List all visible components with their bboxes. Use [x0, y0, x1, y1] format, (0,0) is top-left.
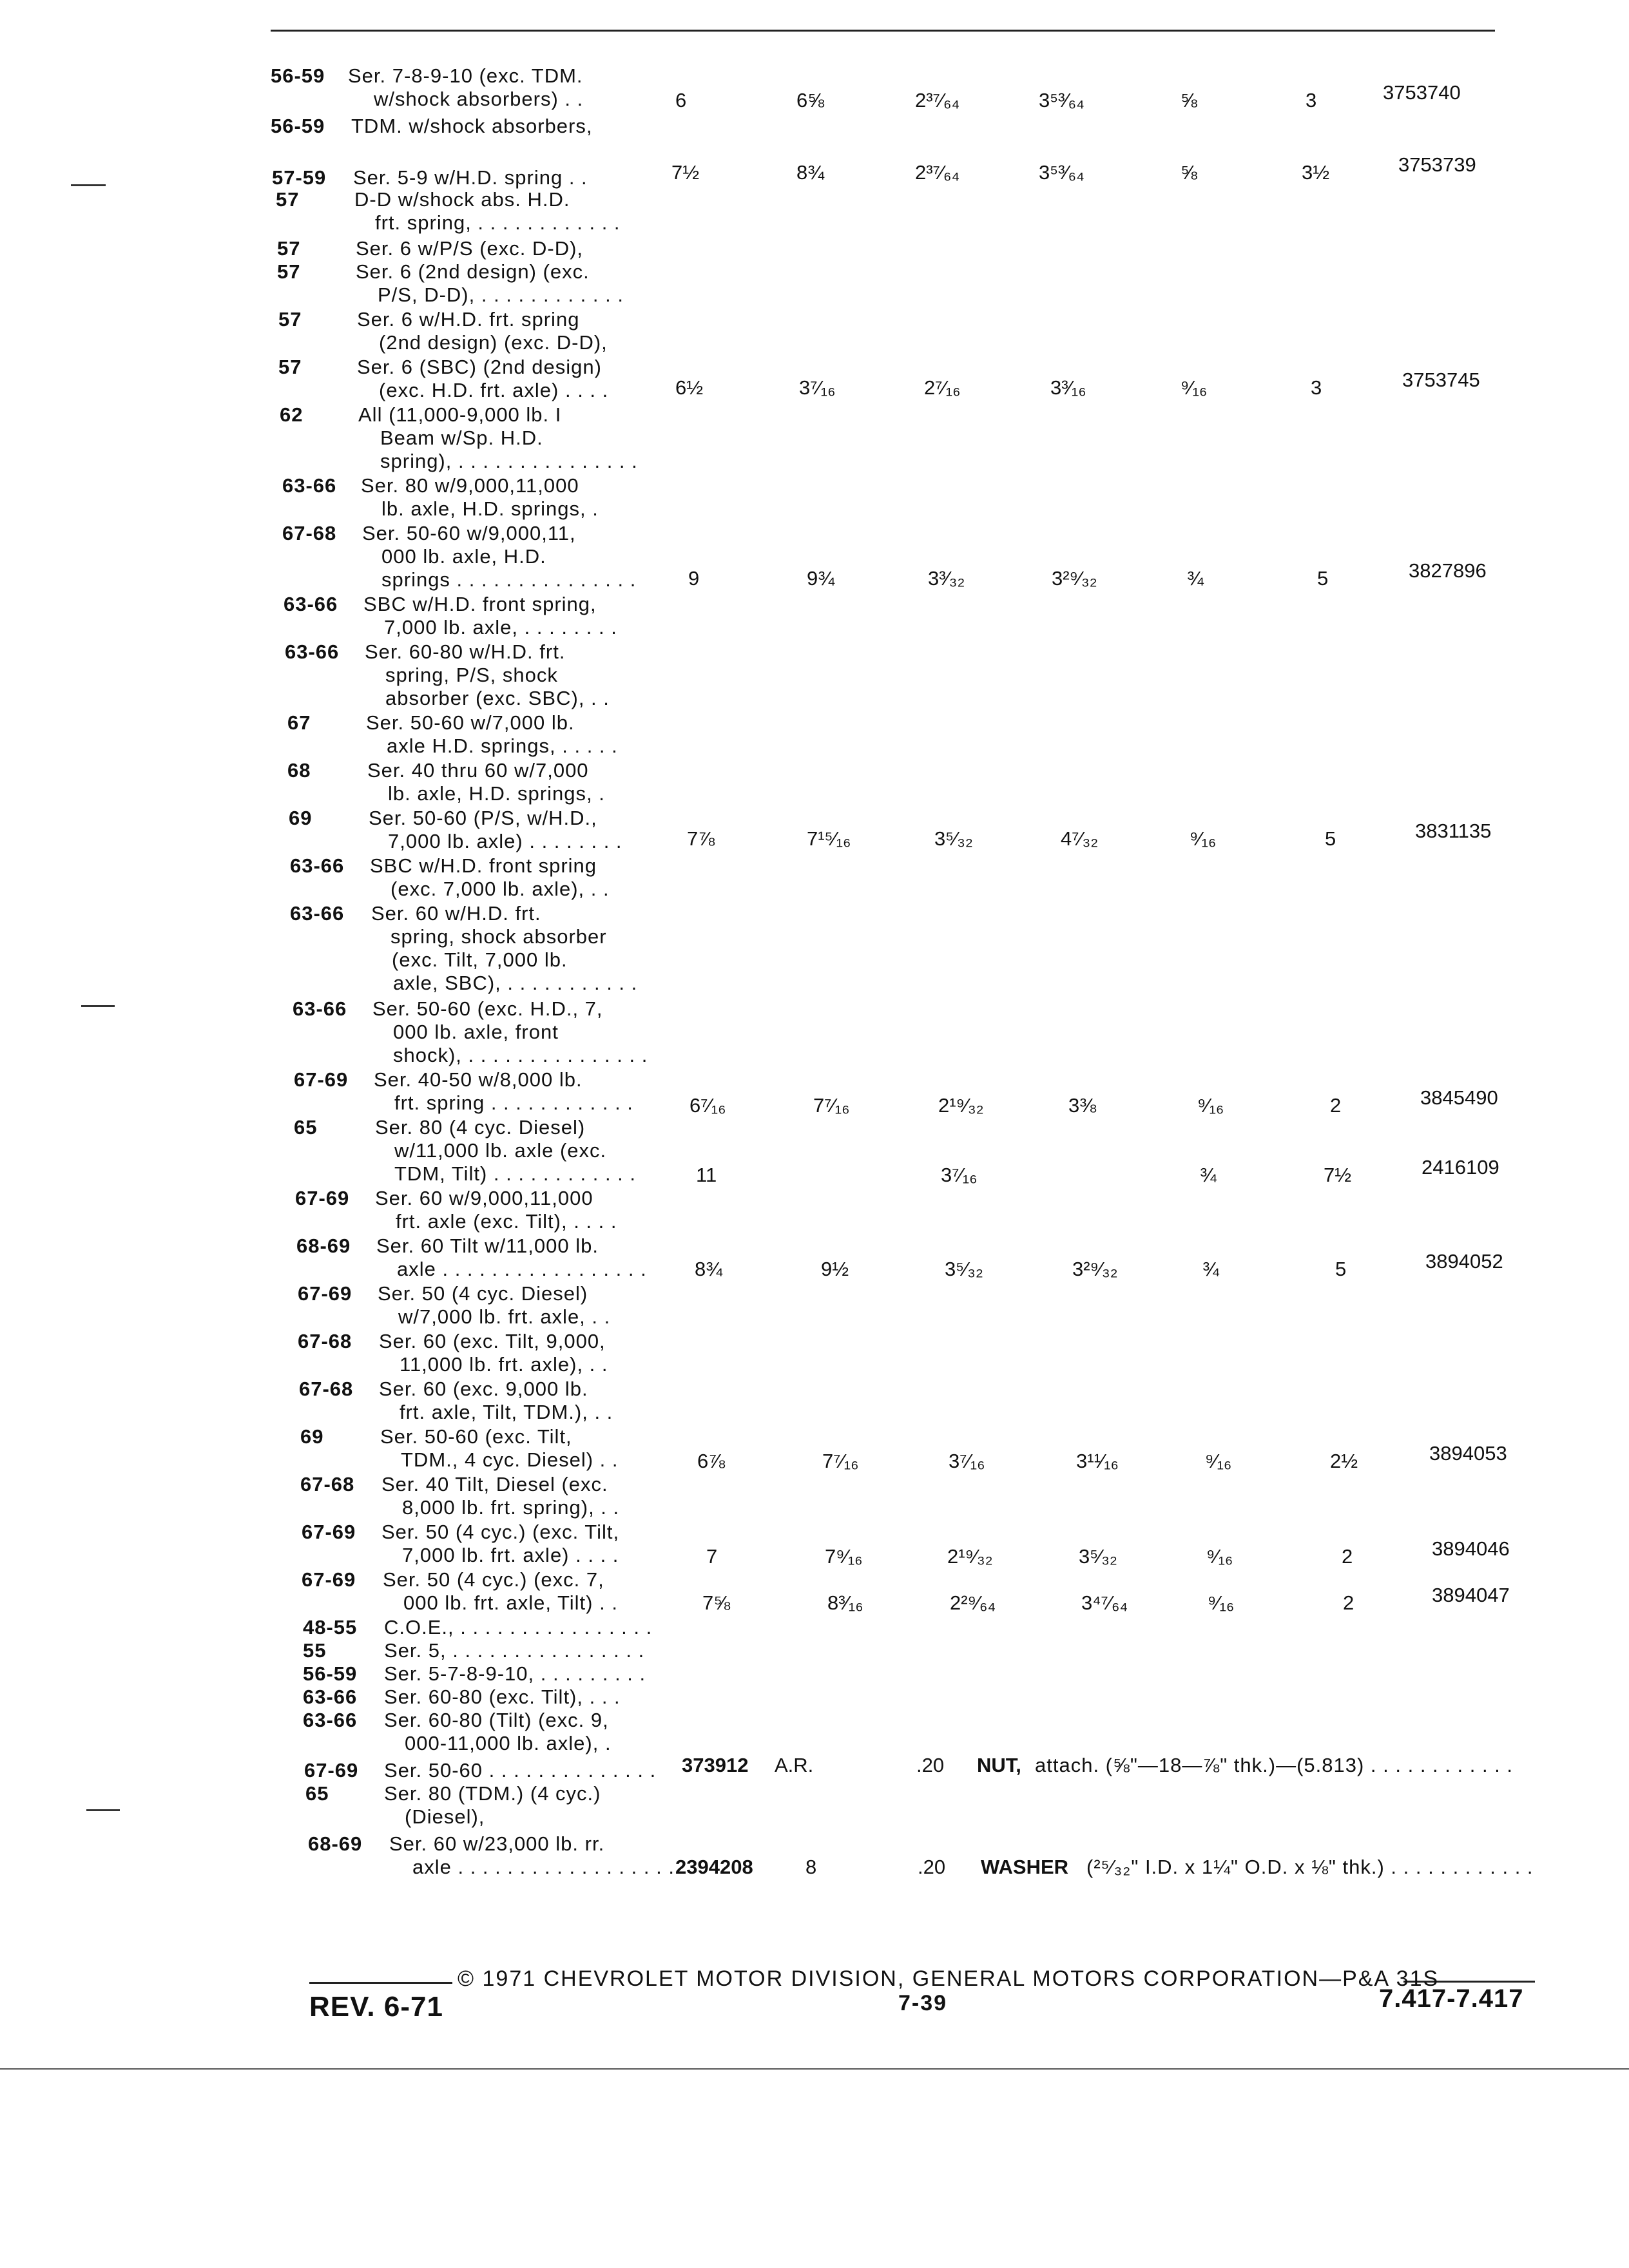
year-range: 67-68: [299, 1378, 354, 1400]
dim-f-cell: 2: [1343, 1591, 1354, 1614]
dim-e-cell: ⁹⁄₁₆: [1205, 1450, 1232, 1472]
year-range: 57: [277, 260, 301, 283]
application-description: (2nd design) (exc. D-D),: [379, 331, 608, 354]
application-description: Ser. 5, . . . . . . . . . . . . . . . .: [384, 1639, 645, 1662]
application-description: w/shock absorbers) . .: [374, 88, 584, 110]
part-number-cell: 3845490: [1420, 1086, 1498, 1109]
quantity-cell: A.R.: [775, 1754, 814, 1776]
dim-c-cell: 2⁷⁄₁₆: [924, 376, 961, 399]
year-range: 56-59: [271, 64, 325, 87]
application-description: Ser. 60 Tilt w/11,000 lb.: [376, 1235, 599, 1257]
application-description: axle H.D. springs, . . . . .: [387, 735, 618, 757]
application-description: SBC w/H.D. front spring: [370, 854, 597, 877]
application-description: 8,000 lb. frt. spring), . .: [402, 1496, 620, 1519]
part-number-cell: 3831135: [1415, 820, 1492, 842]
dim-f-cell: 2½: [1330, 1450, 1358, 1472]
part-number-cell: 3894047: [1432, 1584, 1510, 1606]
dim-c-cell: 2¹⁹⁄₃₂: [947, 1545, 993, 1568]
year-range: 63-66: [290, 854, 345, 877]
dim-a-cell: 8¾: [695, 1258, 723, 1280]
application-description: absorber (exc. SBC), . .: [385, 687, 610, 709]
year-range: 63-66: [284, 593, 338, 615]
year-range: 67-69: [294, 1068, 349, 1091]
price-cell: .20: [916, 1754, 945, 1776]
dim-d-cell: 4⁷⁄₃₂: [1061, 827, 1099, 850]
dim-b-cell: 3⁷⁄₁₆: [941, 1164, 978, 1186]
application-description: (exc. Tilt, 7,000 lb.: [392, 948, 568, 971]
application-description: Ser. 40 Tilt, Diesel (exc.: [381, 1473, 608, 1495]
application-description: lb. axle, H.D. springs, .: [381, 497, 599, 520]
dim-b-cell: 8³⁄₁₆: [827, 1591, 863, 1614]
dim-d-cell: 3⁵³⁄₆₄: [1039, 161, 1084, 184]
application-description: Ser. 60-80 w/H.D. frt.: [365, 640, 566, 663]
year-range: 63-66: [290, 902, 345, 925]
dim-b-cell: 7⁹⁄₁₆: [825, 1545, 863, 1568]
year-range: 65: [294, 1116, 318, 1139]
year-range: 56-59: [271, 115, 325, 137]
dim-a-cell: 7⅝: [702, 1591, 731, 1614]
part-number-cell: 3894053: [1429, 1442, 1507, 1465]
application-description: frt. spring . . . . . . . . . . . .: [394, 1091, 633, 1114]
price-cell: .20: [918, 1856, 946, 1878]
application-description: Ser. 50 (4 cyc.) (exc. 7,: [383, 1568, 604, 1591]
year-range: 67: [287, 711, 311, 734]
application-description: frt. axle (exc. Tilt), . . . .: [396, 1210, 617, 1233]
year-range: 68-69: [308, 1832, 363, 1855]
application-description: Ser. 60 (exc. 9,000 lb.: [379, 1378, 588, 1400]
application-description: TDM, Tilt) . . . . . . . . . . . .: [394, 1162, 637, 1185]
application-description: TDM., 4 cyc. Diesel) . .: [401, 1448, 619, 1471]
application-description: Ser. 6 (2nd design) (exc.: [356, 260, 590, 283]
dim-d-cell: 3⁴⁷⁄₆₄: [1081, 1591, 1128, 1614]
copyright-line: © 1971 CHEVROLET MOTOR DIVISION, GENERAL MOTORS CORPORATION—P&A 31S: [458, 1966, 1440, 1991]
application-description: Ser. 5-7-8-9-10, . . . . . . . . .: [384, 1662, 646, 1685]
year-range: 62: [280, 403, 304, 426]
dim-a-cell: 7½: [671, 161, 700, 184]
dim-a-cell: 7⅞: [687, 827, 715, 850]
dim-c-cell: 3⁷⁄₁₆: [949, 1450, 985, 1472]
part-number-cell: 3894052: [1425, 1250, 1503, 1273]
footer-rule-left: [309, 1982, 452, 1984]
application-description: Ser. 5-9 w/H.D. spring . .: [353, 166, 588, 189]
application-description: (exc. 7,000 lb. axle), . .: [390, 878, 610, 900]
application-description: spring), . . . . . . . . . . . . . . .: [380, 450, 638, 472]
application-description: Ser. 60 w/H.D. frt.: [371, 902, 541, 925]
application-description: Ser. 7-8-9-10 (exc. TDM.: [348, 64, 583, 87]
year-range: 63-66: [303, 1686, 358, 1708]
application-description: 000-11,000 lb. axle), .: [405, 1732, 612, 1754]
dim-d-cell: 3⁵³⁄₆₄: [1039, 89, 1084, 111]
dim-c-cell: 2²⁹⁄₆₄: [950, 1591, 996, 1614]
year-range: 67-68: [300, 1473, 355, 1495]
margin-mark: [71, 184, 106, 186]
dim-e-cell: ⅝: [1181, 89, 1197, 111]
dim-a-cell: 6⅞: [697, 1450, 726, 1472]
application-description: Ser. 80 (4 cyc. Diesel): [375, 1116, 586, 1139]
dim-f-cell: 2: [1342, 1545, 1353, 1568]
dim-f-cell: 5: [1317, 567, 1329, 590]
year-range: 67-69: [304, 1759, 359, 1782]
application-description: P/S, D-D), . . . . . . . . . . . .: [378, 284, 624, 306]
dim-f-cell: 3½: [1302, 161, 1330, 184]
dim-e-cell: ⁹⁄₁₆: [1190, 827, 1217, 850]
dim-a-cell: 6⁷⁄₁₆: [689, 1094, 726, 1117]
dim-b-cell: 7¹⁵⁄₁₆: [807, 827, 851, 850]
application-description: TDM. w/shock absorbers,: [351, 115, 593, 137]
year-range: 57-59: [272, 166, 327, 189]
year-range: 57: [278, 356, 302, 378]
dim-c-cell: 2³⁷⁄₆₄: [915, 161, 960, 184]
application-description: Ser. 6 w/P/S (exc. D-D),: [356, 237, 584, 260]
revision-label: REV. 6-71: [309, 1991, 443, 2023]
application-description: Ser. 60-80 (Tilt) (exc. 9,: [384, 1709, 609, 1731]
quantity-cell: 8: [805, 1856, 817, 1878]
dim-d-cell: 3³⁄₁₆: [1050, 376, 1086, 399]
application-description: Ser. 50-60 (exc. Tilt,: [380, 1425, 572, 1448]
year-range: 57: [277, 237, 301, 260]
application-description: (exc. H.D. frt. axle) . . . .: [379, 379, 609, 401]
dim-b-cell: 9¾: [807, 567, 835, 590]
application-description: Ser. 40-50 w/8,000 lb.: [374, 1068, 583, 1091]
application-description: frt. axle, Tilt, TDM.), . .: [400, 1401, 613, 1423]
application-description: axle, SBC), . . . . . . . . . . .: [393, 972, 638, 994]
application-description: frt. spring, . . . . . . . . . . . .: [375, 211, 621, 234]
application-description: Ser. 50-60 . . . . . . . . . . . . . .: [384, 1759, 657, 1782]
part-number-cell: 3827896: [1409, 559, 1487, 582]
application-description: 7,000 lb. frt. axle) . . . .: [402, 1544, 619, 1566]
dim-c-cell: 2³⁷⁄₆₄: [915, 89, 960, 111]
application-description: axle . . . . . . . . . . . . . . . . .: [397, 1258, 647, 1280]
application-description: Ser. 50-60 (exc. H.D., 7,: [372, 997, 603, 1020]
application-description: Ser. 50-60 w/9,000,11,: [362, 522, 576, 544]
year-range: 63-66: [303, 1709, 358, 1731]
part-number-cell: 3753739: [1398, 153, 1476, 176]
dim-f-cell: 2: [1330, 1094, 1342, 1117]
application-description: 7,000 lb. axle, . . . . . . . .: [384, 616, 617, 639]
year-range: 68: [287, 759, 311, 782]
year-range: 65: [305, 1782, 329, 1805]
page-number: 7-39: [898, 1991, 948, 2015]
year-range: 57: [276, 188, 300, 211]
application-description: w/11,000 lb. axle (exc.: [394, 1139, 607, 1162]
application-description: w/7,000 lb. frt. axle, . .: [398, 1305, 611, 1328]
application-description: Ser. 50 (4 cyc. Diesel): [378, 1282, 588, 1305]
part-number-cell: 3753745: [1402, 369, 1480, 391]
application-description: spring, shock absorber: [390, 925, 607, 948]
year-range: 55: [303, 1639, 327, 1662]
dim-a-cell: 6: [675, 89, 687, 111]
dim-f-cell: 3: [1306, 89, 1317, 111]
application-description: Ser. 80 w/9,000,11,000: [361, 474, 579, 497]
year-range: 67-69: [302, 1568, 356, 1591]
part-spec: (²⁵⁄₃₂" I.D. x 1¼" O.D. x ⅛" thk.) . . . . . . . . . . . .: [1086, 1856, 1534, 1878]
dim-f-cell: 3: [1311, 376, 1322, 399]
dim-d-cell: 3⁵⁄₃₂: [1079, 1545, 1117, 1568]
dim-e-cell: ⁹⁄₁₆: [1197, 1094, 1224, 1117]
dim-b-cell: 7⁷⁄₁₆: [813, 1094, 850, 1117]
dim-e-cell: ¾: [1202, 1258, 1219, 1280]
year-range: 67-68: [298, 1330, 352, 1352]
application-description: 000 lb. axle, front: [393, 1021, 559, 1043]
dim-b-cell: 9½: [821, 1258, 849, 1280]
dim-e-cell: ⁹⁄₁₆: [1206, 1545, 1233, 1568]
part-number-cell: 2394208: [675, 1856, 753, 1878]
part-number-cell: 3894046: [1432, 1537, 1510, 1560]
application-description: Beam w/Sp. H.D.: [380, 427, 543, 449]
application-description: Ser. 50-60 (P/S, w/H.D.,: [369, 807, 597, 829]
dim-a-cell: 9: [688, 567, 700, 590]
dim-d-cell: 3²⁹⁄₃₂: [1052, 567, 1097, 590]
dim-a-cell: 11: [696, 1164, 717, 1186]
dim-a-cell: 7: [706, 1545, 718, 1568]
year-range: 56-59: [303, 1662, 358, 1685]
part-spec: attach. (⅝"—18—⅞" thk.)—(5.813) . . . . . . . . . . . .: [1035, 1754, 1514, 1776]
application-description: lb. axle, H.D. springs, .: [388, 782, 605, 805]
dim-b-cell: 7⁷⁄₁₆: [822, 1450, 859, 1472]
application-description: Ser. 50-60 w/7,000 lb.: [366, 711, 575, 734]
dim-c-cell: 3³⁄₃₂: [928, 567, 965, 590]
application-description: All (11,000-9,000 lb. I: [358, 403, 562, 426]
application-description: Ser. 50 (4 cyc.) (exc. Tilt,: [381, 1521, 620, 1543]
application-description: D-D w/shock abs. H.D.: [354, 188, 570, 211]
application-description: Ser. 60 (exc. Tilt, 9,000,: [379, 1330, 606, 1352]
part-number-cell: 373912: [682, 1754, 749, 1776]
dim-f-cell: 5: [1335, 1258, 1347, 1280]
application-description: Ser. 60-80 (exc. Tilt), . . .: [384, 1686, 621, 1708]
year-range: 68-69: [296, 1235, 351, 1257]
application-description: Ser. 6 w/H.D. frt. spring: [357, 308, 580, 331]
application-description: 7,000 lb. axle) . . . . . . . .: [388, 830, 622, 852]
year-range: 69: [300, 1425, 324, 1448]
application-description: Ser. 40 thru 60 w/7,000: [367, 759, 589, 782]
dim-c-cell: 3⁵⁄₃₂: [945, 1258, 983, 1280]
year-range: 69: [289, 807, 313, 829]
part-name: WASHER: [981, 1856, 1069, 1878]
part-number-cell: 3753740: [1383, 81, 1461, 104]
dim-d-cell: 3²⁹⁄₃₂: [1072, 1258, 1118, 1280]
year-range: 48-55: [303, 1616, 358, 1639]
dim-b-cell: 8¾: [796, 161, 825, 184]
application-description: springs . . . . . . . . . . . . . . .: [381, 568, 637, 591]
application-description: Ser. 6 (SBC) (2nd design): [357, 356, 602, 378]
dim-d-cell: 3⅜: [1068, 1094, 1097, 1117]
year-range: 67-68: [282, 522, 337, 544]
dim-e-cell: ¾: [1200, 1164, 1217, 1186]
year-range: 67-69: [298, 1282, 352, 1305]
year-range: 63-66: [282, 474, 337, 497]
application-description: axle . . . . . . . . . . . . . . . . . .: [412, 1856, 675, 1878]
dim-f-cell: 7½: [1324, 1164, 1352, 1186]
dim-c-cell: 3⁵⁄₃₂: [934, 827, 973, 850]
application-description: 000 lb. frt. axle, Tilt) . .: [403, 1591, 618, 1614]
dim-a-cell: 6½: [675, 376, 704, 399]
dim-b-cell: 3⁷⁄₁₆: [799, 376, 836, 399]
margin-mark: [81, 1005, 115, 1007]
year-range: 63-66: [293, 997, 347, 1020]
year-range: 67-69: [295, 1187, 350, 1209]
application-description: Ser. 80 (TDM.) (4 cyc.): [384, 1782, 601, 1805]
dim-c-cell: 2¹⁹⁄₃₂: [938, 1094, 984, 1117]
dim-e-cell: ⁹⁄₁₆: [1181, 376, 1208, 399]
application-description: shock), . . . . . . . . . . . . . . .: [393, 1044, 648, 1066]
dim-b-cell: 6⅝: [796, 89, 825, 111]
dim-f-cell: 5: [1325, 827, 1336, 850]
part-name: NUT,: [977, 1754, 1021, 1776]
application-description: C.O.E., . . . . . . . . . . . . . . . .: [384, 1616, 653, 1639]
part-number-cell: 2416109: [1422, 1156, 1499, 1178]
dim-e-cell: ⅝: [1181, 161, 1197, 184]
year-range: 67-69: [302, 1521, 356, 1543]
dim-e-cell: ⁹⁄₁₆: [1208, 1591, 1235, 1614]
application-description: spring, P/S, shock: [385, 664, 558, 686]
dim-d-cell: 3¹¹⁄₁₆: [1076, 1450, 1119, 1472]
application-description: (Diesel),: [405, 1805, 485, 1828]
top-rule: [271, 30, 1495, 32]
application-description: Ser. 60 w/23,000 lb. rr.: [389, 1832, 605, 1855]
application-description: SBC w/H.D. front spring,: [363, 593, 597, 615]
application-description: 11,000 lb. frt. axle), . .: [400, 1353, 608, 1376]
margin-mark: [86, 1809, 120, 1811]
application-description: Ser. 60 w/9,000,11,000: [375, 1187, 593, 1209]
dim-e-cell: ¾: [1187, 567, 1204, 590]
application-description: 000 lb. axle, H.D.: [381, 545, 546, 568]
bottom-rule: [0, 2068, 1629, 2070]
year-range: 63-66: [285, 640, 340, 663]
section-number: 7.417-7.417: [1379, 1984, 1524, 2013]
year-range: 57: [278, 308, 302, 331]
